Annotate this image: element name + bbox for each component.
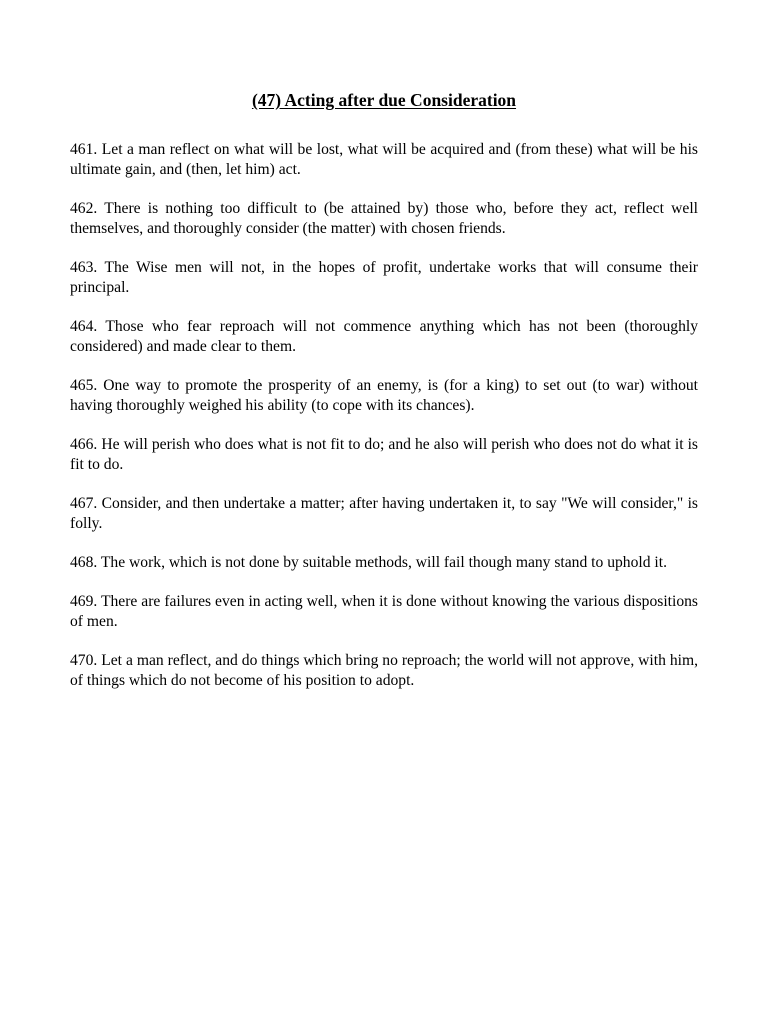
verse-463: 463. The Wise men will not, in the hopes of profit, undertake works that will consume their principal. [70, 259, 698, 296]
verse-464: 464. Those who fear reproach will not commence anything which has not been (thoroughly considered) and made clear to them. [70, 318, 698, 355]
verse-461: 461. Let a man reflect on what will be lost, what will be acquired and (from these) what will be his ultimate gain, and (then, let him) act. [70, 141, 698, 178]
verse-462: 462. There is nothing too difficult to (be attained by) those who, before they act, reflect well themselves, and thoroughly consider (the matter) with chosen friends. [70, 200, 698, 237]
page-title: (47) Acting after due Consideration [251, 90, 517, 110]
verse-467: 467. Consider, and then undertake a matter; after having undertaken it, to say "We will consider," is folly. [70, 495, 698, 532]
verse-470: 470. Let a man reflect, and do things which bring no reproach; the world will not approve, with him, of things which do not become of his position to adopt. [70, 652, 698, 689]
verse-466: 466. He will perish who does what is not fit to do; and he also will perish who does not do what it is fit to do. [70, 436, 698, 473]
verse-468: 468. The work, which is not done by suitable methods, will fail though many stand to uphold it. [70, 554, 667, 571]
document-page [70, 88, 698, 710]
verse-469: 469. There are failures even in acting well, when it is done without knowing the various dispositions of men. [70, 593, 698, 630]
verse-465: 465. One way to promote the prosperity of an enemy, is (for a king) to set out (to war) without having thoroughly weighed his ability (to cope with its chances). [70, 377, 698, 414]
